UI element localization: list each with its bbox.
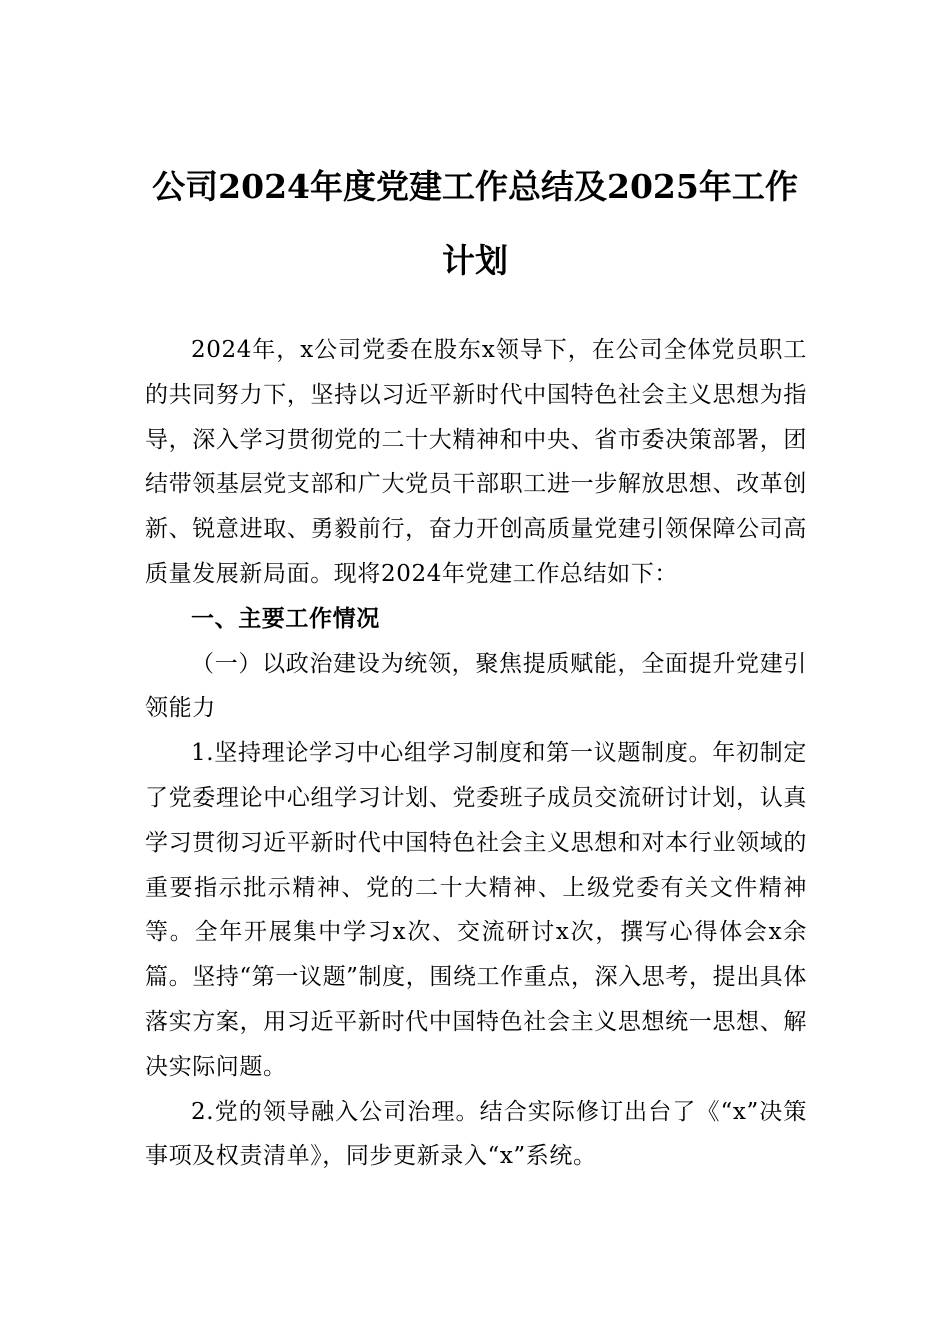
item-paragraph-1: 1.坚持理论学习中心组学习制度和第一议题制度。年初制定了党委理论中心组学习计划、党委班子成员交流研讨计划，认真学习贯彻习近平新时代中国特色社会主义思想和对本行业领域的重要指示批示精神、党的二十大精神、上级党委有关文件精神等。全年开展集中学习x次、交流研讨x次，撰写心得体会x余篇。坚持“第一议题”制度，围绕工作重点，深入思考，提出具体落实方案，用习近平新时代中国特色社会主义思想统一思想、解决实际问题。: [145, 740, 807, 1080]
intro-paragraph: 2024年，x公司党委在股东x领导下，在公司全体党员职工的共同努力下，坚持以习近平新时代中国特色社会主义思想为指导，深入学习贯彻党的二十大精神和中央、省市委决策部署，团结带领基层党支部和广大党员干部职工进一步解放思想、改革创新、锐意进取、勇毅前行，奋力开创高质量党建引领保障公司高质量发展新局面。现将2024年党建工作总结如下：: [145, 337, 807, 587]
item-paragraph-2: 2.党的领导融入公司治理。结合实际修订出台了《“x”决策事项及权责清单》，同步更新录入“x”系统。: [145, 1098, 807, 1170]
document-title: 公司2024年度党建工作总结及2025年工作计划: [152, 167, 798, 280]
document-body: [145, 328, 807, 1179]
subsection-heading-1: （一）以政治建设为统领，聚焦提质赋能，全面提升党建引领能力: [145, 650, 807, 722]
section-heading-1: 一、主要工作情况: [191, 605, 380, 632]
